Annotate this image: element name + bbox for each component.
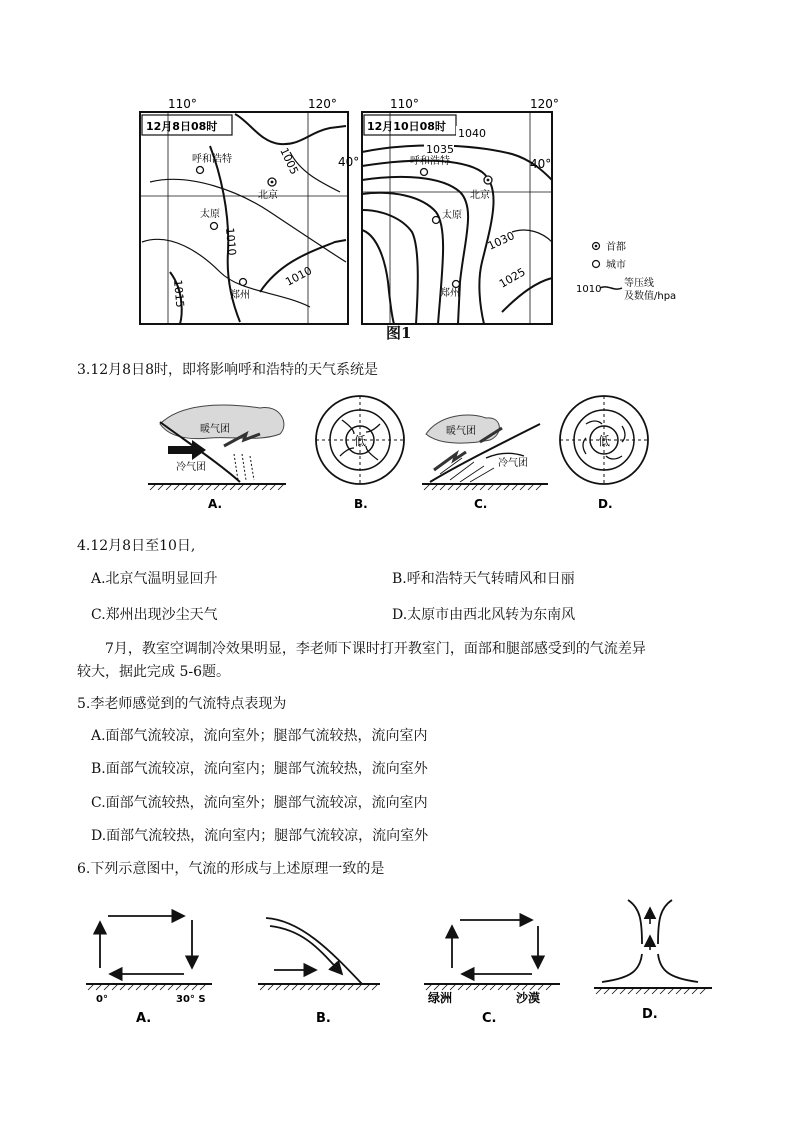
map-left-zhengzhou: 郑州 [230, 290, 250, 301]
legend-isobar-value: 1010 [576, 284, 602, 295]
map-left-isobar-1015: 1015 [171, 279, 187, 309]
legend-city: 城市 [606, 260, 626, 271]
q6-a-right: 30° S [176, 994, 206, 1005]
q6-a-label: A. [136, 1011, 152, 1026]
map-right-zhengzhou: 郑州 [440, 288, 460, 299]
map-right-lon-110: 110° [390, 97, 419, 111]
q5-stem: 5.李老师感觉到的气流特点表现为 [77, 696, 287, 712]
q4-option-d[interactable]: D.太原市由西北风转为东南风 [392, 607, 576, 623]
q3-c-warm: 暖气团 [446, 426, 476, 437]
q6-stem: 6.下列示意图中，气流的形成与上述原理一致的是 [77, 861, 385, 877]
legend-isobar-line2: 及数值/hpa [624, 291, 677, 302]
q6-c-left: 绿洲 [428, 991, 453, 1005]
q3-d-center: 低 [598, 434, 611, 448]
map-left-lon-120: 120° [308, 97, 337, 111]
q3-diagram-a [148, 405, 286, 511]
q3-stem: 3.12月8日8时，即将影响呼和浩特的天气系统是 [77, 362, 378, 378]
q3-diagram-c [422, 415, 548, 511]
map-legend [576, 240, 676, 302]
legend-capital: 首都 [606, 242, 626, 253]
map-right-lon-120: 120° [530, 97, 559, 111]
map-left-taiyuan: 太原 [200, 209, 220, 220]
q6-a-left: 0° [96, 994, 108, 1005]
q3-a-cold: 冷气团 [176, 462, 206, 473]
map-right-isobar-1030: 1030 [485, 229, 517, 253]
figure-1-maps [130, 92, 690, 344]
q3-diagram-b [316, 396, 404, 511]
map-right [362, 97, 559, 324]
map-left-date: 12月8日08时 [146, 120, 218, 133]
q6-diagram-b [258, 918, 380, 1026]
q6-c-right: 沙漠 [516, 991, 541, 1005]
map-right-isobar-1035: 1035 [426, 143, 454, 156]
map-left-isobar-1010b: 1010 [283, 264, 315, 289]
q3-b-label: B. [354, 497, 368, 511]
map-left-isobar-1010a: 1010 [223, 227, 239, 257]
q3-diagram-d [560, 396, 648, 511]
map-right-taiyuan: 太原 [442, 210, 462, 221]
figure-1-caption: 图1 [386, 324, 412, 342]
q5-option-b[interactable]: B.面部气流较凉，流向室内；腿部气流较热，流向室外 [91, 761, 428, 777]
q5-option-a[interactable]: A.面部气流较凉，流向室外；腿部气流较热，流向室内 [91, 728, 428, 744]
q6-diagrams [80, 890, 730, 1030]
q3-diagrams [140, 394, 660, 520]
map-left-isobar-1005: 1005 [277, 145, 301, 177]
map-right-beijing: 北京 [470, 190, 490, 201]
passage-line-2: 较大，据此完成 5-6题。 [77, 664, 230, 680]
q6-d-label: D. [642, 1007, 658, 1022]
map-left-lat-40: 40° [338, 155, 360, 169]
map-right-huhehaote: 呼和浩特 [410, 156, 450, 167]
q4-option-b[interactable]: B.呼和浩特天气转晴风和日丽 [392, 571, 575, 587]
q4-stem: 4.12月8日至10日, [77, 538, 196, 554]
q6-b-label: B. [316, 1011, 331, 1026]
q6-c-label: C. [482, 1011, 497, 1026]
passage-line-1: 7月，教室空调制冷效果明显，李老师下课时打开教室门，面部和腿部感受到的气流差异 [105, 641, 646, 657]
q3-c-label: C. [474, 497, 488, 511]
map-right-isobar-1040: 1040 [458, 127, 486, 140]
q5-option-d[interactable]: D.面部气流较热，流向室内；腿部气流较凉，流向室外 [91, 828, 429, 844]
q5-option-c[interactable]: C.面部气流较热，流向室外；腿部气流较凉，流向室内 [91, 795, 428, 811]
map-right-isobar-1025: 1025 [497, 265, 528, 291]
map-left [140, 97, 359, 324]
q3-b-center: 低 [354, 434, 367, 448]
map-left-lon-110: 110° [168, 97, 197, 111]
map-right-lat-40: 40° [530, 157, 552, 171]
q4-option-a[interactable]: A.北京气温明显回升 [91, 571, 218, 587]
map-left-huhehaote: 呼和浩特 [192, 154, 232, 165]
q3-d-label: D. [598, 497, 613, 511]
map-left-beijing: 北京 [258, 190, 278, 201]
q6-diagram-a [86, 916, 212, 1026]
q3-a-warm: 暖气团 [200, 424, 230, 435]
legend-isobar-line1: 等压线 [624, 278, 654, 289]
q6-diagram-d [594, 900, 712, 1022]
map-right-date: 12月10日08时 [367, 120, 446, 133]
q4-option-c[interactable]: C.郑州出现沙尘天气 [91, 607, 218, 623]
q6-diagram-c [424, 920, 560, 1026]
q3-c-cold: 冷气团 [498, 458, 528, 469]
q3-a-label: A. [208, 497, 223, 511]
